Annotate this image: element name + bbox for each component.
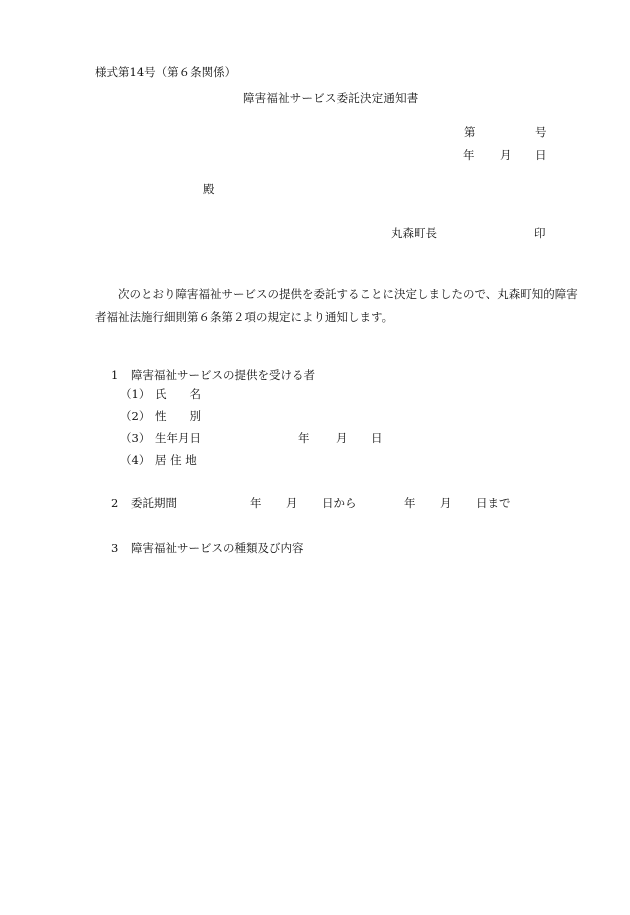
item-label: 性 別 — [155, 409, 201, 423]
date-year-label: 年 — [463, 148, 475, 162]
date-day-label: 日 — [535, 148, 547, 162]
period-end-year: 年 — [404, 496, 416, 510]
item-label: 氏 名 — [155, 387, 201, 401]
item-number: （3） — [120, 431, 151, 445]
notice-body: 次のとおり障害福祉サービスの提供を委託することに決定しましたので、丸森町知的障害者福祉法施行細則第６条第２項の規定により通知します。 — [95, 287, 578, 324]
item-number: （1） — [120, 387, 151, 401]
item-label: 生年月日 — [155, 431, 201, 445]
item-label: 居 住 地 — [155, 453, 197, 467]
addressee-honorific: 殿 — [203, 182, 215, 196]
period-end-day: 日まで — [476, 496, 511, 510]
period-start-month: 月 — [286, 496, 298, 510]
item-number: （4） — [120, 453, 151, 467]
item-number: （2） — [120, 409, 151, 423]
birth-month-label: 月 — [336, 431, 348, 445]
document-title: 障害福祉サービス委託決定通知書 — [243, 91, 419, 105]
section-1-number: 1 — [111, 368, 119, 382]
date-month-label: 月 — [500, 148, 512, 162]
document-number-prefix: 第 — [464, 125, 476, 139]
issuer-name: 丸森町長 — [391, 226, 437, 240]
section-2-number: 2 — [111, 496, 119, 510]
section-2-title: 委託期間 — [131, 496, 177, 510]
section-1-title: 障害福祉サービスの提供を受ける者 — [131, 368, 315, 382]
section-3-number: 3 — [111, 541, 119, 555]
section-3-title: 障害福祉サービスの種類及び内容 — [131, 541, 304, 555]
birth-year-label: 年 — [298, 431, 310, 445]
period-end-month: 月 — [440, 496, 452, 510]
birth-day-label: 日 — [371, 431, 383, 445]
period-start-day: 日から — [322, 496, 357, 510]
period-start-year: 年 — [250, 496, 262, 510]
form-number: 様式第14号（第６条関係） — [95, 65, 237, 79]
seal-mark: 印 — [534, 226, 546, 240]
document-number-suffix: 号 — [535, 125, 547, 139]
